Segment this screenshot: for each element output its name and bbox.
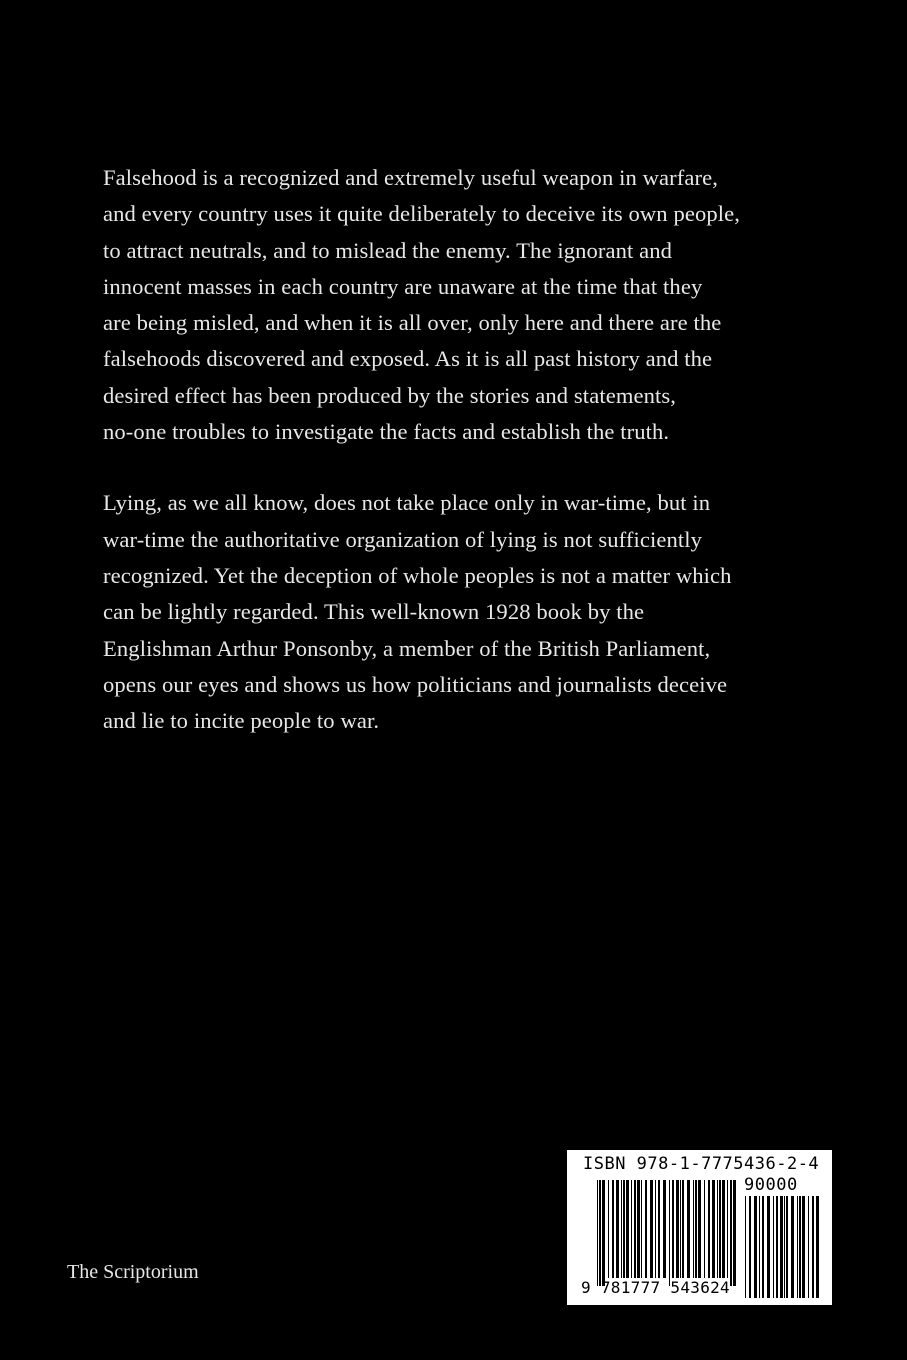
barcode-bar — [602, 1180, 605, 1286]
barcode-bar — [802, 1196, 805, 1298]
barcode-bar — [784, 1196, 785, 1298]
barcode-bar — [599, 1180, 601, 1286]
barcode-bar — [786, 1196, 788, 1298]
isbn-barcode — [567, 1150, 832, 1305]
barcode-bar — [597, 1180, 598, 1286]
barcode-bar — [693, 1180, 694, 1278]
barcode-bar — [621, 1180, 622, 1278]
barcode-bar — [754, 1196, 757, 1298]
barcode-bar — [637, 1180, 640, 1278]
barcode-bar — [608, 1180, 609, 1278]
barcode-bar — [762, 1196, 764, 1298]
blurb-paragraph-1: Falsehood is a recognized and extremely useful weapon in warfare, and every country uses it quite deliberately to deceive its own people, to attract neutrals, and to mislead the enemy. The ignorant and innocent masses in each country are unaware at the time that they are being misled, and when it is all over, only here and there are the falsehoods discovered and exposed. As it is all past history and the desired effect has been produced by the stories and statements, no-one troubles to investigate the facts and establish the truth. — [103, 165, 741, 445]
barcode-bar — [745, 1196, 746, 1298]
barcode-bar — [695, 1180, 697, 1278]
barcode-bar — [780, 1196, 783, 1298]
back-cover-blurb — [103, 160, 803, 739]
barcode-bar — [658, 1180, 660, 1278]
blurb-paragraph-2: Lying, as we all know, does not take place only in war-time, but in war-time the authoritative organization of lying is not sufficiently recognized. Yet the deception of whole peoples is not a matter which can be lightly regarded. This well-known 1928 book by the Englishman Arthur Ponsonby, a member of the British Parliament, opens our eyes and shows us how politicians and journalists deceive and lie to incite people to war. — [103, 490, 732, 734]
barcode-bar — [712, 1180, 715, 1278]
barcode-bar — [759, 1196, 760, 1298]
barcode-bar — [612, 1180, 614, 1278]
barcode-bar — [776, 1196, 778, 1298]
barcode-bar — [797, 1196, 798, 1298]
barcode-bar — [680, 1180, 681, 1278]
barcode-bar — [773, 1196, 774, 1298]
barcode-bar — [634, 1180, 636, 1278]
barcode-bar — [704, 1180, 705, 1278]
barcode-bar — [655, 1180, 656, 1278]
barcode-bar — [650, 1180, 653, 1278]
barcode-bar — [698, 1180, 701, 1278]
barcode-bar — [730, 1180, 732, 1286]
publisher-name: The Scriptorium — [67, 1261, 199, 1283]
barcode-bar — [733, 1180, 736, 1286]
barcode-bar — [799, 1196, 801, 1298]
barcode-bar — [749, 1196, 751, 1298]
barcode-bar — [722, 1180, 725, 1278]
barcode-bar — [727, 1180, 728, 1278]
barcode-bar — [719, 1180, 721, 1278]
barcode-bar — [791, 1196, 794, 1298]
barcode-bar — [717, 1180, 718, 1278]
barcode-bar — [641, 1180, 642, 1278]
isbn-label: ISBN 978-1-7775436-2-4 — [583, 1154, 820, 1174]
barcode-bar — [816, 1196, 819, 1298]
barcode-addon-code: 90000 — [744, 1175, 798, 1195]
barcode-bar — [808, 1196, 809, 1298]
barcode-bar — [623, 1180, 625, 1278]
barcode-bar — [645, 1180, 647, 1278]
barcode-bar — [631, 1180, 632, 1278]
barcode-bar — [616, 1180, 619, 1278]
barcode-bar — [676, 1180, 679, 1278]
barcode-ean-digits: 9 781777 543624 — [581, 1278, 730, 1297]
barcode-bar — [672, 1180, 674, 1278]
barcode-bar — [812, 1196, 814, 1298]
barcode-bar — [626, 1180, 629, 1278]
barcode-bar — [687, 1180, 690, 1278]
barcode-bar — [682, 1180, 684, 1278]
barcode-bar — [767, 1196, 770, 1298]
barcode-bar — [708, 1180, 710, 1278]
barcode-bar — [663, 1180, 666, 1278]
barcode-bar — [669, 1180, 670, 1286]
